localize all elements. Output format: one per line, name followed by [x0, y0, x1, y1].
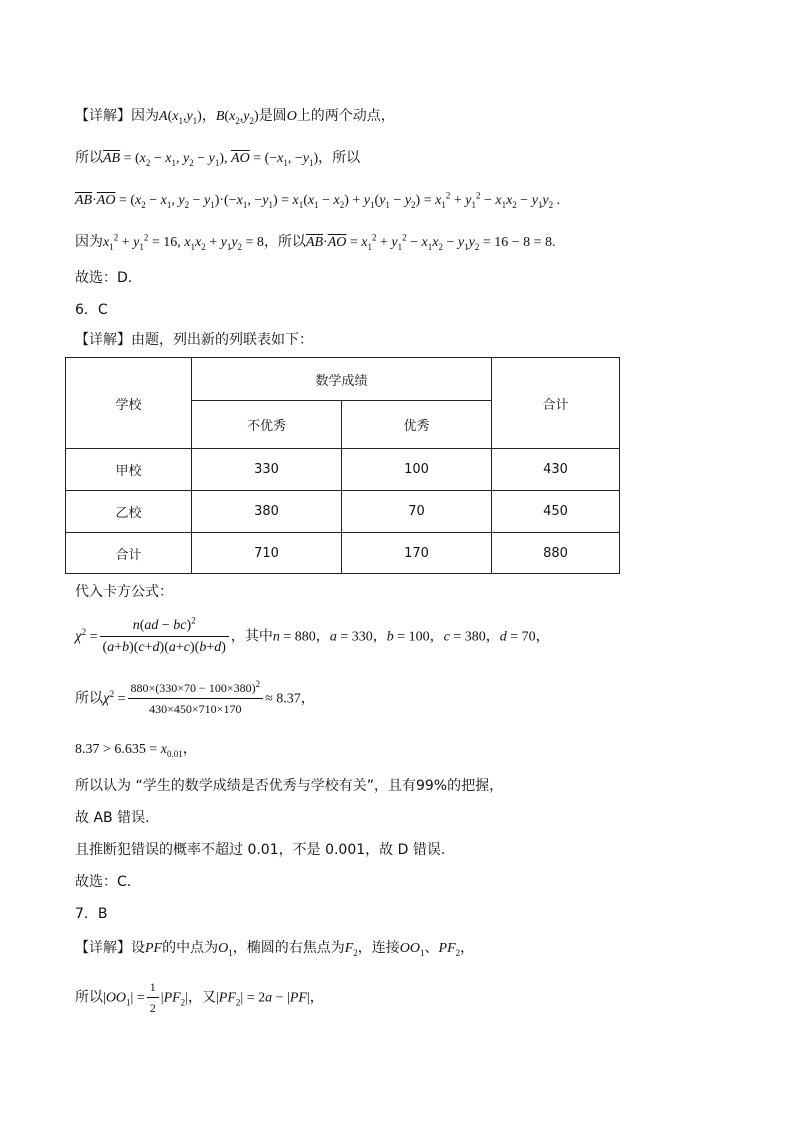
- detail-tag: 【详解】: [75, 108, 131, 124]
- table-row: 乙校 380 70 450: [66, 491, 620, 533]
- detail-tag: 【详解】: [75, 940, 131, 956]
- q6-number: 6．C: [75, 302, 108, 318]
- header-total: 合计: [492, 358, 620, 449]
- q5-answer: 故选：D.: [75, 270, 133, 286]
- critical-value-compare: $8.37 > 6.635 = x_{0.01}$，: [75, 742, 197, 759]
- conclusion-3: 且推断犯错误的概率不超过 0.01，不是 0.001，故 D 错误.: [75, 842, 446, 858]
- table-row: 甲校 330 100 430: [66, 449, 620, 491]
- header-excellent: 优秀: [342, 401, 492, 449]
- q7-setup: 【详解】设PF的中点为$O_1$，椭圆的右焦点为$F_2$，连接$OO_1$、$PF_2$，: [75, 940, 475, 958]
- q7-relation: 所以$|OO_1|$ = $\frac{1}{2}$ $|PF_2|$，又$|PF_2| = 2a - |PF|$，: [75, 980, 324, 1015]
- header-math-score: 数学成绩: [192, 358, 492, 401]
- table-row: 合计 710 170 880: [66, 533, 620, 574]
- line-q5-dot-product: $\overline{AB}\cdot\overline{AO} = (x_2 - x_1$, $y_2 - y_1)\cdot(-x_1$, $-y_1) = x_1(x_1 - x_2) + y_1(y_1 - y_2) = x_1^2 + y_1^2 - x_1x_2 - y_1y_2$ .: [75, 190, 561, 210]
- detail-tag: 【详解】: [75, 332, 131, 348]
- q7-number: 7．B: [75, 906, 108, 922]
- chi-square-formula: $\chi^2$ = $\frac{n(ad - bc)^2}{(a+b)(c+d)(a+c)(b+d)}$ ，其中n = 880，a = 330，b = 100，c = 380，d = 70，: [75, 615, 550, 655]
- line-q5-result: 因为$x_1^2 + y_1^2 = 16$, $x_1x_2 + y_1y_2 = 8$，所以$\overline{AB}\cdot\overline{AO} = x_1^2 + y_1^2 - x_1x_2 - y_1y_2 = 16 - 8 = 8$.: [75, 232, 556, 252]
- chi-square-value: 所以$\chi^2$ = $\frac{880\times(330\times 70 - 100\times 380)^2}{430\times 450\times 710\times 170}$ ≈ 8.37，: [75, 679, 315, 716]
- header-not-excellent: 不优秀: [192, 401, 342, 449]
- contingency-table: [65, 357, 620, 574]
- q6-answer: 故选：C.: [75, 874, 132, 890]
- conclusion-2: 故 AB 错误.: [75, 810, 150, 826]
- line-q5-vectors: 所以$\overline{AB} = (x_2 - x_1$, $y_2 - y_1$), $\overline{AO} = (-x_1$, $-y_1$)，所以: [75, 150, 361, 168]
- conclusion-1: 所以认为 “学生的数学成绩是否优秀与学校有关”，且有99%的把握，: [75, 778, 504, 794]
- q6-intro: 【详解】由题，列出新的列联表如下：: [75, 332, 313, 348]
- line-q5-points: 【详解】因为$A(x_1,y_1)$，$B(x_2,y_2)$是圆O上的两个动点，: [75, 108, 395, 126]
- formula-intro: 代入卡方公式：: [75, 584, 173, 600]
- header-school: 学校: [66, 358, 192, 449]
